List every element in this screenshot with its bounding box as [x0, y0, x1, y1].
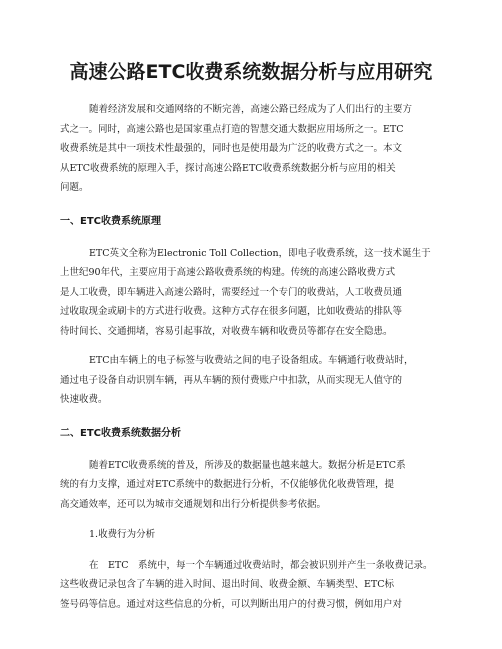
section2-paragraph-1 [60, 456, 442, 515]
text-line: 高交通效率，还可以为城市交通规划和出行分析提供参考依据。 [60, 498, 327, 510]
text-line: 通过电子设备自动识别车辆，再从车辆的预付费账户中扣款，从而实现无人值守的 [60, 374, 403, 386]
section1-paragraph-2 [60, 351, 442, 410]
subsection-heading-1: 1.收费行为分析 [89, 529, 156, 540]
document-title: 高速公路ETC收费系统数据分析与应用研究 [69, 61, 433, 83]
text-line: 收费系统是其中一项技术性最强的，同时也是使用最为广泛的收费方式之一。本文 [60, 143, 403, 154]
text-line: 是人工收费，即车辆进入高速公路时，需要经过一个专门的收费站，人工收费员通 [60, 286, 403, 298]
text-line: 签号码等信息。通过对这些信息的分析，可以判断出用户的付费习惯，例如用户对 [60, 598, 403, 610]
text-line: 快速收费。 [60, 394, 108, 405]
text-line: 统的有力支撑，通过对ETC系统中的数据进行分析，不仅能够优化收费管理，提 [60, 479, 395, 490]
intro-paragraph [60, 100, 442, 198]
section-heading-1: 一、ETC收费系统原理 [60, 215, 161, 227]
text-line: 在 ETC 系统中，每一个车辆通过收费站时，都会被识别并产生一条收费记录。 [89, 559, 433, 571]
text-line: 随着经济发展和交通网络的不断完善，高速公路已经成为了人们出行的主要方 [89, 104, 413, 115]
text-line: ETC英文全称为Electronic Toll Collection，即电子收费系统，这一技术诞生于 [89, 247, 431, 259]
section1-paragraph-1 [60, 244, 442, 342]
text-line: 这些收费记录包含了车辆的进入时间、退出时间、收费金额、车辆类型、ETC标 [60, 579, 395, 590]
text-line: 随着ETC收费系统的普及，所涉及的数据量也越来越大。数据分析是ETC系 [89, 459, 406, 471]
text-line: 问题。 [60, 182, 89, 193]
section2-paragraph-2 [60, 556, 442, 615]
text-line: 待时间长、交通拥堵，容易引起事故，对收费车辆和收费员等都存在安全隐患。 [60, 325, 393, 337]
section-heading-2: 二、ETC收费系统数据分析 [60, 427, 181, 439]
text-line: ETC由车辆上的电子标签与收费站之间的电子设备组成。车辆通行收费站时， [89, 355, 414, 366]
text-line: 过收取现金或刷卡的方式进行收费。这种方式存在很多问题，比如收费站的排队等 [60, 306, 403, 317]
text-line: 式之一。同时，高速公路也是国家重点打造的智慧交通大数据应用场所之一。ETC [60, 123, 404, 135]
text-line: 从ETC收费系统的原理入手，探讨高速公路ETC收费系统数据分析与应用的相关 [60, 162, 396, 174]
text-line: 上世纪90年代，主要应用于高速公路收费系统的构建。传统的高速公路收费方式 [60, 267, 396, 278]
